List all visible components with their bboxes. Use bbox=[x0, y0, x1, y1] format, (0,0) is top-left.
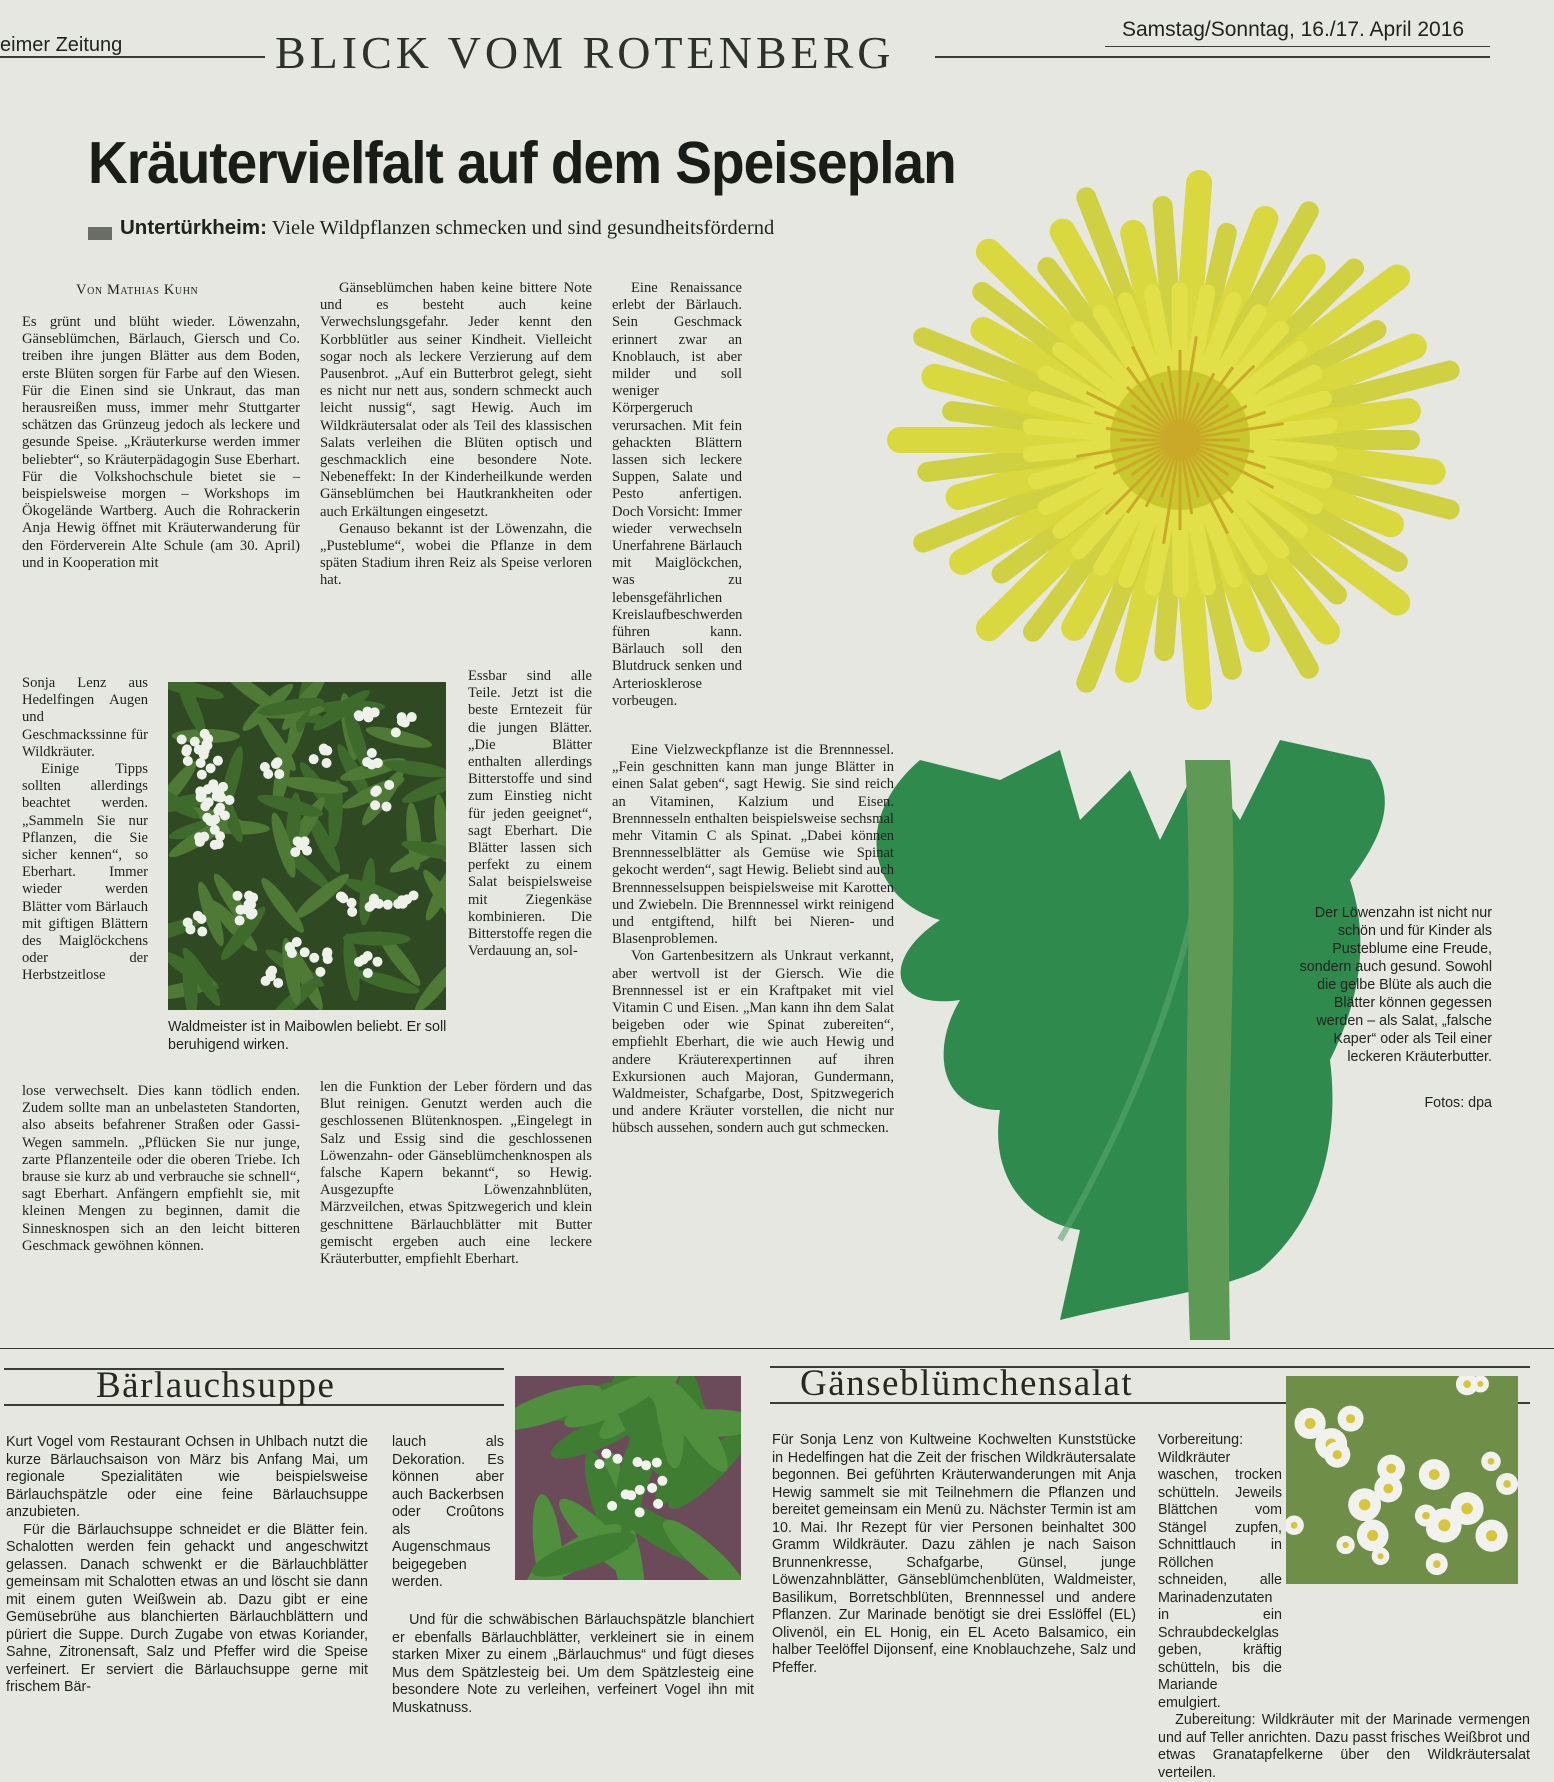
column-2-narrow bbox=[468, 668, 592, 960]
paragraph: Genauso bekannt ist der Löwenzahn, die „Pusteblume“, wobei die Pflanze in dem späten Stadium ihren Reiz als Speise verloren hat. bbox=[320, 521, 592, 590]
subhead-marker bbox=[88, 227, 112, 240]
box1-text-bottom bbox=[392, 1612, 754, 1717]
page-separator bbox=[0, 1348, 1554, 1349]
waldmeister-caption: Waldmeister ist in Maibowlen beliebt. Er soll beruhigend wirken. bbox=[168, 1018, 458, 1054]
paragraph: lose verwechselt. Dies kann tödlich enden. Zudem sollte man an unbelasteten Standorten, also abseits befahrener Straßen oder Gassi-Wegen sammeln. „Pflücken Sie nur junge, zarte Pflanzenteile oder die oberen Triebe. Ich brause sie kurz ab und verbrauche sie schnell“, sagt Eberhart. Anfängern empfiehlt sie, mit kleinen Mengen zu beginnen, damit die Sinnesknospen sich an den leicht bitteren Geschmack gewöhnen können. bbox=[22, 1083, 300, 1255]
column-2-top bbox=[320, 280, 592, 590]
paragraph: len die Funktion der Leber fördern und das Blut reinigen. Genutzt werden auch die geschlossenen Blütenknospen. „Eingelegt in Salz und Essig sind die geschlossenen Löwenzahn- oder Gänseblümchenknospen als falsche Kapern bekannt“, so Hewig. Ausgezupfte Löwenzahnblüten, Märzveilchen, etwas Spitzwegerich und klein geschnittene Bärlauchblätter mit Butter gemischt ergeben auch eine leckere Kräuterbutter, empfiehlt Eberhart. bbox=[320, 1079, 592, 1268]
paragraph: Eine Renaissance erlebt der Bärlauch. Sein Geschmack erinnert zwar an Knoblauch, ist aber milder und soll weniger Körpergeruch verursachen. Mit fein gehackten Blättern lassen sich leckere Suppen, Salate und Pesto anfertigen. Doch Vorsicht: Immer wieder verwechseln Unerfahrene Bärlauch mit Maiglöckchen, was zu lebensgefährlichen Kreislaufbeschwerden führen kann. Bärlauch soll den Blutdruck senken und Arteriosklerose vorbeugen. bbox=[612, 280, 742, 710]
paragraph: Einige Tipps sollten allerdings beachtet werden. „Sammeln Sie nur Pflanzen, die Sie sicher kennen“, so Eberhart. Immer wieder werden Blätter vom Bärlauch mit giftigen Blättern des Maiglöckchens oder der Herbstzeitlose bbox=[22, 761, 148, 985]
column-1-bottom bbox=[22, 1083, 300, 1255]
paragraph: Und für die schwäbischen Bärlauchspätzle blanchiert er ebenfalls Bärlauchblätter, verkleinert sie in einem starken Mixer zu einem „Bärlauchmus“ und fügt dieses Mus dem Spätzlesteig bei. Um dem Spätzlesteig eine besondere Note zu verleihen, verfeinert Vogel ihn mit Muskatnuss. bbox=[392, 1612, 754, 1717]
header-rule-left bbox=[0, 56, 265, 58]
paragraph: Für Sonja Lenz von Kultweine Kochwelten Kunststücke in Hedelfingen hat die Zeit der frischen Wildkräutersalate begonnen. Bei geführten Kräuterwanderungen mit Anja Hewig sammelt sie mit Teilnehmern die Pflanzen und bereitet gemeinsam ein Menü zu. Nächster Termin ist am 10. Mai. Ihr Rezept für vier Personen beinhaltet 300 Gramm Wildkräuter. Dazu zählen je nach Saison Brunnenkresse, Schafgarbe, Günsel, junge Löwenzahnblätter, Gänseblümchenblüten, Waldmeister, Basilikum, Borretschblüten, Brennnessel und andere Pflanzen. Zur Marinade benötigt sie drei Esslöffel (EL) Olivenöl, ein EL Honig, ein EL Aceto Balsamico, ein halber Teelöffel Dijonsenf, eine Knoblauchzehe, Salz und Pfeffer. bbox=[772, 1432, 1136, 1677]
waldmeister-photo bbox=[168, 682, 446, 1010]
date-underline bbox=[1105, 46, 1490, 47]
baerlauch-photo bbox=[515, 1376, 741, 1580]
paragraph: Eine Vielzweckpflanze ist die Brennnessel. „Fein geschnitten kann man junge Blätter in einen Salat geben“, sagt Hewig. Sie sind reich an Vitaminen, Kalzium und Eisen. Brennnesseln enthalten beispielsweise sechsmal mehr Vitamin C als Spinat. „Dabei können Brennnesselblätter als Gemüse wie Spinat gekocht werden“, sagt Hewig. Beliebt sind auch Brennnesselsuppen beispielsweise mit Karotten und Zwiebeln. Die Brennnessel wirkt reinigend und entgiftend, hilft bei Nieren- und Blasenproblemen. bbox=[612, 742, 894, 948]
masthead: eimer Zeitung bbox=[0, 34, 122, 57]
box1-text-left bbox=[6, 1434, 368, 1697]
box1-text-narrow bbox=[392, 1434, 504, 1592]
column-3-a bbox=[612, 280, 742, 710]
paragraph: Vorbereitung: Wildkräuter waschen, trocken schütteln. Jeweils Blättchen vom Stängel zupfen, Schnittlauch in Röllchen schneiden, alle Marinadenzutaten in ein Schraubdeckelglas geben, kräftig schütteln, bis die Mariande emulgiert. bbox=[1158, 1432, 1282, 1712]
box2-title: Gänseblümchensalat bbox=[800, 1362, 1133, 1405]
column-2-bottom bbox=[320, 1079, 592, 1268]
headline: Kräutervielfalt auf dem Speiseplan bbox=[88, 128, 956, 197]
box2-text-right bbox=[1158, 1432, 1530, 1782]
paragraph: Gänseblümchen haben keine bittere Note und es besteht auch keine Verwechslungsgefahr. Jeder kennt den Korbblütler aus seiner Kindheit. Vielleicht sogar noch als leckere Verzierung auf dem Pausenbrot. „Auf ein Butterbrot gelegt, sieht es nicht nur nett aus, sondern schmeckt auch leicht nussig“, sagt Hewig. Auch im Wildkräutersalat oder als Teil des klassischen Salats verleihen die Blüten optisch und geschmacklich eine besondere Note. Nebeneffekt: In der Kinderheilkunde werden Gänseblümchen bei Hautkrankheiten oder auch Erkältungen eingesetzt. bbox=[320, 280, 592, 521]
paragraph: Von Gartenbesitzern als Unkraut verkannt, aber wertvoll ist der Giersch. Wie die Brennnessel ist er ein Kraftpaket mit viel Vitamin C und Eisen. „Man kann ihn dem Salat beigeben oder wie Spinat zubereiten“, empfiehlt Eberhart, die wie auch Hewig und andere Kräuterexpertinnen auf ihren Exkursionen auch Majoran, Gundermann, Waldmeister, Schafgarbe, Dost, Spitzwegerich und andere Kräuter vorstellen, die nicht nur hübsch aussehen, sondern auch gut schmecken. bbox=[612, 948, 894, 1137]
paragraph: Essbar sind alle Teile. Jetzt ist die beste Erntezeit für die jungen Blätter. „Die Blätter enthalten allerdings Bitterstoffe und sind zum Einstieg nicht für jeden geeignet“, sagt Eberhart. Die Blätter lassen sich perfekt zu einem Salat beispielsweise mit Ziegenkäse kombinieren. Die Bitterstoffe regen die Verdauung an, sol- bbox=[468, 668, 592, 960]
paragraph: lauch als Dekoration. Es können aber auch Backerbsen oder Croûtons als Augenschmaus beigegeben werden. bbox=[392, 1434, 504, 1592]
stem-shape bbox=[1185, 760, 1234, 1340]
box1-title: Bärlauchsuppe bbox=[96, 1364, 335, 1407]
byline: Von Mathias Kuhn bbox=[76, 282, 198, 299]
paragraph: Es grünt und blüht wieder. Löwenzahn, Gänseblümchen, Bärlauch, Giersch und Co. treiben ihre jungen Blätter aus dem Boden, erste Blüten sorgen für Farbe auf den Wiesen. Für die Einen sind sie Unkraut, das man herausreißen muss, immer mehr Stuttgarter schätzen das Grünzeug jedoch als leckere und gesunde Speise. „Kräuterkurse werden immer beliebter“, so Kräuterpädagogin Suse Eberhart. Für die Volkshochschule bietet sie – beispielsweise morgen – Workshops im Ökogelände Wartberg. Auch die Rohrackerin Anja Hewig öffnet mit Kräuterwanderung für den Förderverein Alte Schule (am 30. April) und in Kooperation mit bbox=[22, 314, 300, 572]
column-3-b bbox=[612, 742, 894, 1138]
dandelion-caption: Der Löwenzahn ist nicht nur schön und für Kinder als Pusteblume eine Freude, sondern auch gesund. Sowohl die gelbe Blüte als auch die Blätter können gegessen werden – als Salat, „falsche Kaper“ oder als Teil einer leckeren Kräuterbutter. bbox=[1284, 904, 1492, 1066]
paragraph: Für die Bärlauchsuppe schneidet er die Blätter fein. Schalotten werden fein gehackt und angeschwitzt gelassen. Danach schwenkt er die Bärlauchblätter gemeinsam mit Schalotten etwas an und löscht sie dann mit einem guten Weißwein ab. Dazu gibt er eine Gemüsebrühe aus blanchierten Bärlauchblättern und püriert die Suppe. Durch Zugabe von etwas Koriander, Sahne, Zitronensaft, Salz und Pfeffer wird die Speise verfeinert. Er serviert die Bärlauchsuppe gerne mit frischem Bär- bbox=[6, 1522, 368, 1697]
paragraph: Zubereitung: Wildkräuter mit der Marinade vermengen und auf Teller anrichten. Dazu passt frisches Weißbrot und etwas Granatapfelkerne über den Wildkräutersalat verteilen. bbox=[1158, 1712, 1530, 1782]
paragraph: Kurt Vogel vom Restaurant Ochsen in Uhlbach nutzt die kurze Bärlauchsaison von März bis Anfang Mai, um regionale Spezialitäten wie beispielsweise Bärlauchspätzle oder eine feine Bärlauchsuppe anzubieten. bbox=[6, 1434, 368, 1522]
subhead-place: Untertürkheim: bbox=[120, 216, 267, 239]
photo-credit: Fotos: dpa bbox=[1400, 1094, 1492, 1112]
section-title: BLICK VOM ROTENBERG bbox=[275, 26, 895, 79]
paragraph: Sonja Lenz aus Hedelfingen Augen und Geschmackssinne für Wildkräuter. bbox=[22, 675, 148, 761]
dandelion-photo bbox=[760, 120, 1550, 1340]
column-1-top bbox=[22, 314, 300, 572]
column-1-narrow bbox=[22, 675, 148, 985]
dateline: Samstag/Sonntag, 16./17. April 2016 bbox=[1122, 18, 1464, 42]
subhead bbox=[120, 216, 774, 240]
subhead-text: Viele Wildpflanzen schmecken und sind gesundheitsfördernd bbox=[272, 217, 775, 239]
box2-text-left bbox=[772, 1432, 1136, 1677]
header-rule-right bbox=[935, 56, 1490, 58]
